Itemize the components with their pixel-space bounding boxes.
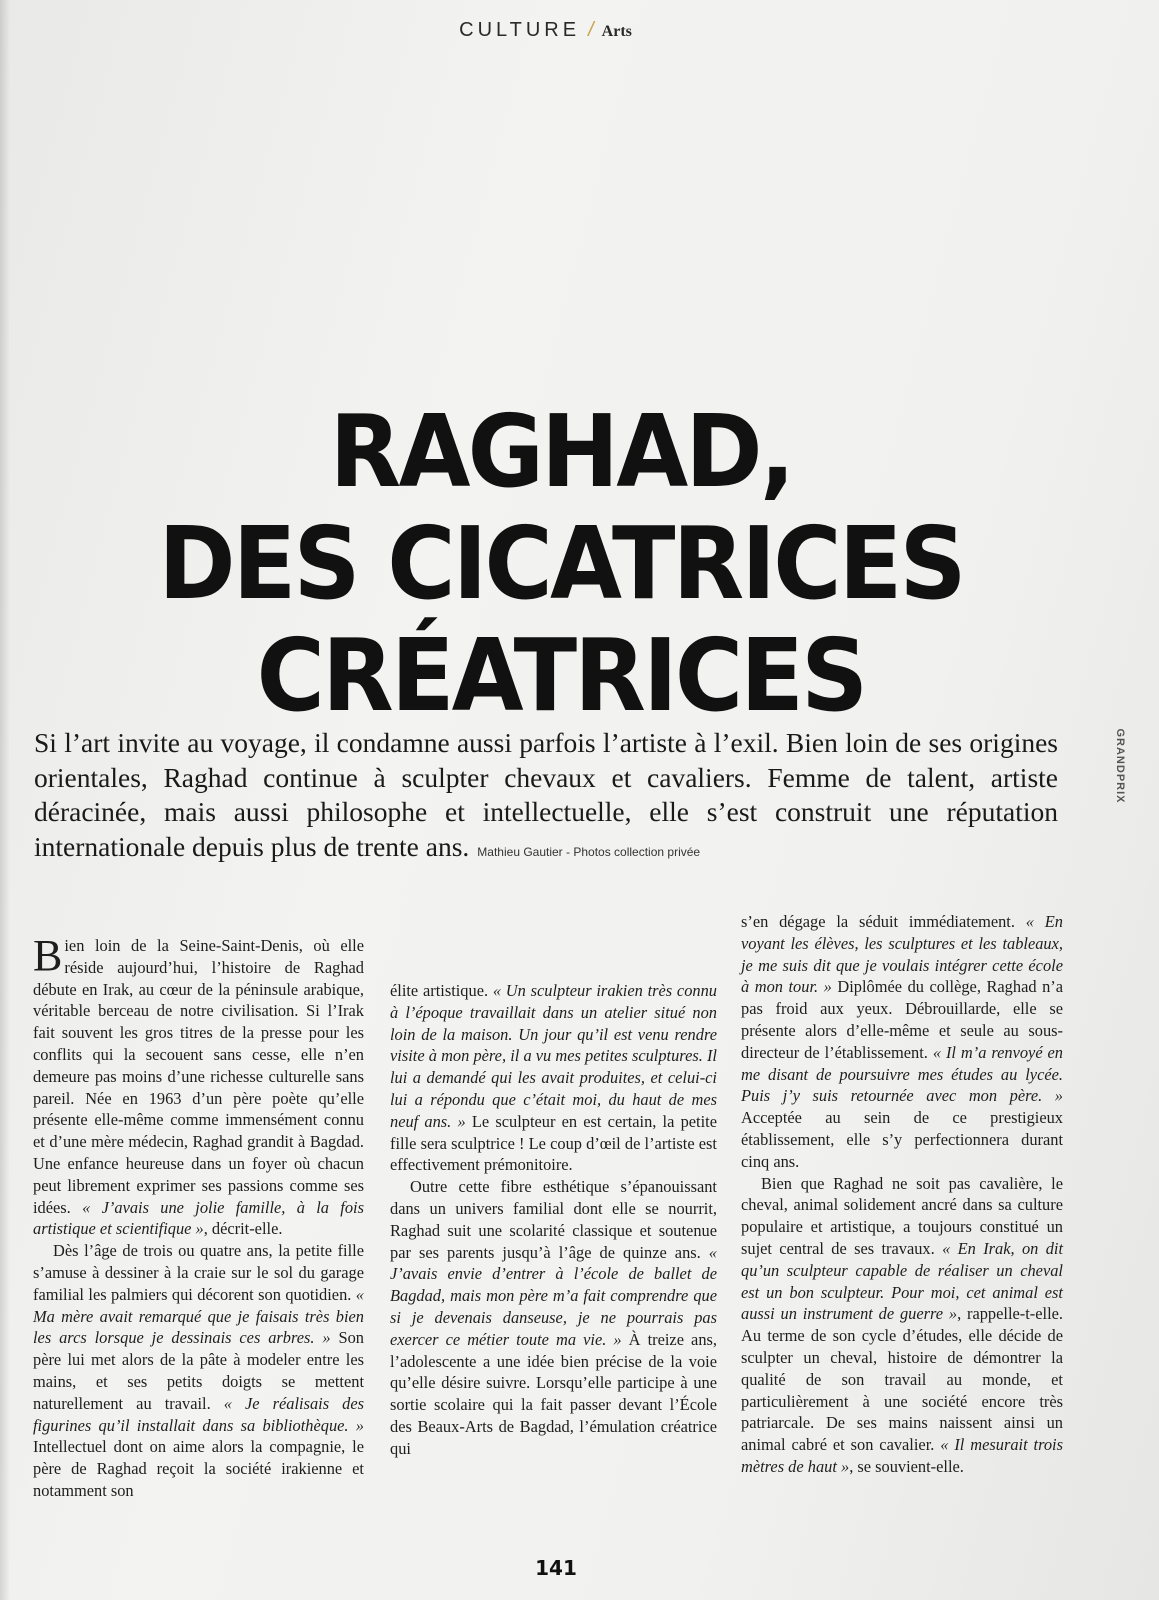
quote: « Ma mère avait remarqué que je faisais très bien les arcs lorsque je dessinais ces arbres. » <box>33 1284 364 1348</box>
header-separator: / <box>588 19 594 41</box>
body-column-2 <box>390 980 717 1460</box>
quote: « Un sculpteur irakien très connu à l’époque travaillait dans un atelier situé non loin de la maison. Un jour qu’il est venu rendre visite à mon père, il a vu mes petites sculptures. Il lui a demandé qui les avait produites, et celui-ci lui a répondu que c’était moi, du haut de mes neuf ans. » <box>390 981 717 1131</box>
quote: « J’avais une jolie famille, à la fois artistique et scientifique » <box>33 1197 364 1239</box>
magazine-logo <box>1113 726 1127 806</box>
quote: « Il m’a renvoyé en me disant de poursuivre mes études au lycée. Puis j’y suis retournée avec mon père. » <box>741 1042 1064 1106</box>
body-column-1 <box>33 931 364 1502</box>
paragraph: Bien loin de la Seine-Saint-Denis, où elle réside aujourd’hui, l’histoire de Raghad débute en Irak, au cœur de la péninsule arabique, véritable berceau de notre civilisation. Si l’Irak fait souvent les gros titres de la presse pour les conflits qui la secouent sans cesse, elle n’en demeure pas moins d’une richesse culturelle sans pareil. Née en 1963 d’un père poète qu’elle présente elle-même comme immensément connu et d’une mère médecin, Raghad grandit à Bagdad. Une enfance heureuse dans un foyer où chacun peut librement exprimer ses passions comme ses idées. « J’avais une jolie famille, à la fois artistique et scientifique », décrit-elle. <box>33 931 364 1239</box>
quote: « Il mesurait trois mètres de haut » <box>741 1435 1063 1476</box>
magazine-logo-text: GRANDPRIX <box>1114 728 1126 804</box>
drop-cap: B <box>33 931 63 980</box>
article-title <box>39 393 1082 734</box>
quote: « J’avais envie d’entrer à l’école de ballet de Bagdad, mais mon père m’a fait comprendre que si je devenais danseuse, je ne pourrais pas exercer ce métier toute ma vie. » <box>390 1242 717 1349</box>
section-label: CULTURE <box>459 19 581 41</box>
page-edge-shadow <box>0 0 10 1600</box>
photo-credit: Mathieu Gautier - Photos collection privée <box>477 844 701 859</box>
lead-text: Si l’art invite au voyage, il condamne aussi parfois l’artiste à l’exil. Bien loin de ses origines orientales, Raghad continue à sculpter chevaux et cavaliers. Femme de talent, artiste déracinée, mais aussi philosophe et intellectuelle, elle s’est construit une réputation internationale depuis plus de trente ans. <box>34 727 1058 862</box>
title-line-2: DES CICATRICES <box>158 505 964 622</box>
page-number: 141 <box>535 1556 577 1580</box>
quote: « Je réalisais des figurines qu’il installait dans sa bibliothèque. » <box>33 1393 364 1435</box>
quote: « En voyant les élèves, les sculptures et les tableaux, je me suis dit que je voulais intégrer cette école à mon tour. » <box>741 912 1063 997</box>
title-line-3: CRÉATRICES <box>256 617 866 734</box>
paragraph: élite artistique. « Un sculpteur irakien très connu à l’époque travaillait dans un atelier situé non loin de la maison. Un jour qu’il est venu rendre visite à mon père, il a vu mes petites sculptures. Il lui a demandé qui les avait produites, et celui-ci lui a répondu que c’était moi, du haut de mes neuf ans. » Le sculpteur en est certain, la petite fille sera sculptrice ! Le coup d’œil de l’artiste est effectivement prémonitoire. <box>390 981 717 1175</box>
section-header <box>0 19 1091 42</box>
paragraph: s’en dégage la séduit immédiatement. « En voyant les élèves, les sculptures et les tableaux, je me suis dit que je voulais intégrer cette école à mon tour. » Diplômée du collège, Raghad n’a pas froid aux yeux. Débrouillarde, elle se présente alors d’elle-même et seule au sous-directeur de l’établissement. « Il m’a renvoyé en me disant de poursuivre mes études au lycée. Puis j’y suis retournée avec mon père. » Acceptée au sein de ce prestigieux établissement, elle s’y perfectionnera durant cinq ans. <box>741 912 1064 1171</box>
paragraph: Outre cette fibre esthétique s’épanouissant dans un univers familial dont elle se nourrit, Raghad suit une scolarité classique et soutenue par ses parents jusqu’à l’âge de quinze ans. « J’avais envie d’entrer à l’école de ballet de Bagdad, mais mon père m’a fait comprendre que si je devenais danseuse, je ne pourrais pas exercer ce métier toute ma vie. » À treize ans, l’adolescente a une idée bien précise de la voie qu’elle désire suivre. Lorsqu’elle participe à une sortie scolaire qui la fait passer devant l’École des Beaux-Arts de Bagdad, l’émulation créatrice qui <box>390 1177 718 1458</box>
body-column-3 <box>741 911 1063 1478</box>
title-line-1: RAGHAD, <box>329 393 793 510</box>
subsection-label: Arts <box>601 23 632 40</box>
article-lead <box>34 726 1058 869</box>
quote: « En Irak, on dit qu’un sculpteur capable de réaliser un cheval est un bon sculpteur. Pour moi, cet animal est aussi un instrument de guerre » <box>741 1238 1063 1324</box>
paragraph: Dès l’âge de trois ou quatre ans, la petite fille s’amuse à dessiner à la craie sur le sol du garage familial les palmiers qui décorent son quotidien. « Ma mère avait remarqué que je faisais très bien les arcs lorsque je dessinais ces arbres. » Son père lui met alors de la pâte à modeler entre les mains, et ses petits doigts se mettent naturellement au travail. « Je réalisais des figurines qu’il installait dans sa bibliothèque. » Intellectuel dont on aime alors la compagnie, le père de Raghad reçoit la société irakienne et notamment son <box>33 1241 364 1500</box>
paragraph: Bien que Raghad ne soit pas cavalière, le cheval, animal solidement ancré dans sa culture populaire et artistique, a toujours constitué un sujet central de ses travaux. « En Irak, on dit qu’un sculpteur capable de réaliser un cheval est un bon sculpteur. Pour moi, cet animal est aussi un instrument de guerre », rappelle-t-elle. Au terme de son cycle d’études, elle décide de sculpter un cheval, histoire de démontrer la qualité de son travail au monde, et particulièrement à une société encore très patriarcale. De ses mains naissent ainsi un animal cabré et son cavalier. « Il mesurait trois mètres de haut », se souvient-elle. <box>741 1173 1064 1476</box>
